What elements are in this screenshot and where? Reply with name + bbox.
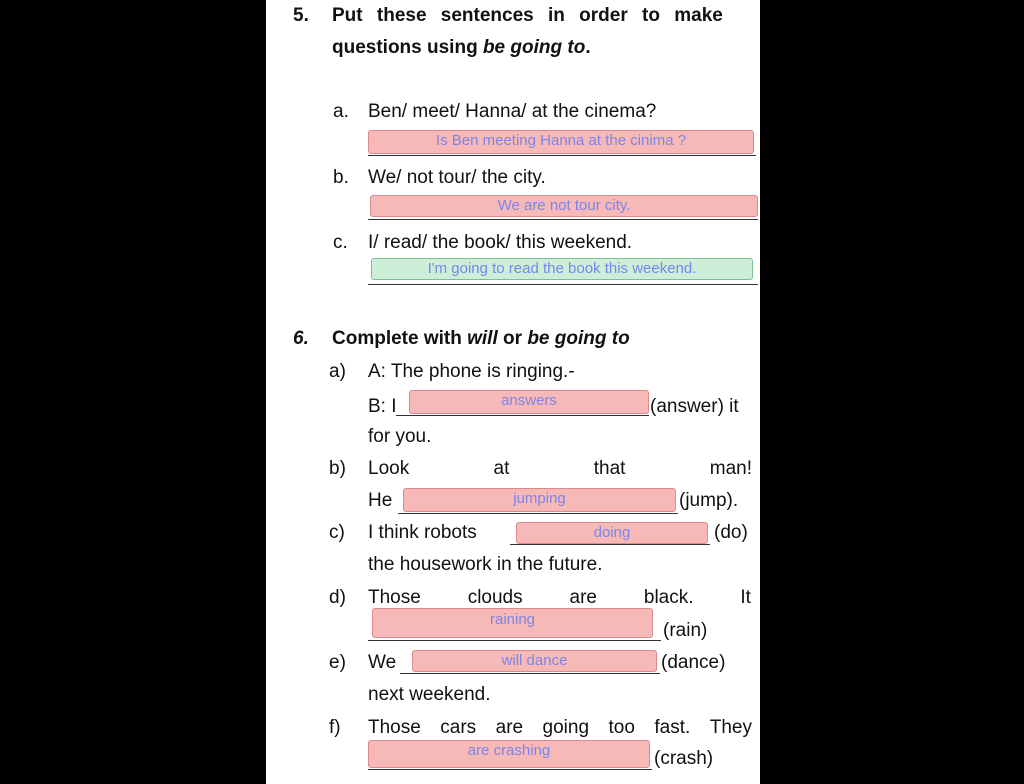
q6a-line3: for you.	[368, 426, 432, 447]
q6c-hint: (do)	[714, 522, 748, 543]
q6a-answer-line	[396, 415, 649, 416]
q5a-answer-field[interactable]: Is Ben meeting Hanna at the cinima ?	[368, 130, 754, 154]
q6f-answer-field[interactable]: are crashing	[368, 740, 650, 768]
q6f-line1	[368, 716, 752, 740]
q6b-answer-line	[398, 513, 678, 514]
q6b-word: that	[593, 458, 626, 479]
q6f-letter: f)	[329, 717, 341, 738]
q5-title-line2: questions using be going to.	[332, 37, 591, 58]
q5-title-line1: Put these sentences in order to make	[332, 5, 723, 26]
q6f-word: going	[542, 717, 590, 738]
q6-number: 6.	[293, 328, 309, 349]
q5a-prompt: Ben/ meet/ Hanna/ at the cinema?	[368, 101, 657, 122]
q6c-answer-line	[510, 544, 710, 545]
q5c-answer-field[interactable]: I'm going to read the book this weekend.	[371, 258, 753, 280]
q6b-word: man!	[709, 458, 752, 479]
q5-number: 5.	[293, 5, 309, 26]
q6b-answer-field[interactable]: jumping	[403, 488, 676, 512]
q6d-word: black.	[643, 587, 694, 608]
q6f-word: fast.	[654, 717, 691, 738]
q6d-word: Those	[368, 587, 421, 608]
worksheet-page	[266, 0, 760, 784]
q6d-letter: d)	[329, 587, 346, 608]
q5c-answer-line	[368, 284, 758, 285]
q6f-word: They	[709, 717, 752, 738]
q5c-prompt: I/ read/ the book/ this weekend.	[368, 232, 633, 253]
q6b-pre: He	[368, 490, 393, 511]
q6e-letter: e)	[329, 652, 346, 673]
q6f-word: Those	[368, 717, 421, 738]
q6d-word: are	[569, 587, 597, 608]
q6f-word: are	[495, 717, 524, 738]
q6e-hint: (dance)	[661, 652, 726, 673]
q6e-pre: We	[368, 652, 397, 673]
q6c-letter: c)	[329, 522, 345, 543]
q5a-answer-line	[368, 155, 756, 156]
q6b-word: at	[493, 458, 510, 479]
q6c-answer-field[interactable]: doing	[516, 522, 708, 544]
q6e-answer-field[interactable]: will dance	[412, 650, 657, 672]
q5b-letter: b.	[333, 167, 349, 188]
q6a-answer-field[interactable]: answers	[409, 390, 649, 414]
q6d-word: It	[740, 587, 751, 608]
q6b-line1	[368, 457, 752, 481]
q6b-hint: (jump).	[679, 490, 739, 511]
q6f-word: too	[608, 717, 635, 738]
q6e-line2: next weekend.	[368, 684, 491, 705]
q5b-answer-field[interactable]: We are not tour city.	[370, 195, 758, 217]
q6a-hint: (answer) it	[650, 396, 739, 417]
q6e-answer-line	[400, 673, 660, 674]
q6d-word: clouds	[467, 587, 523, 608]
q5b-answer-line	[368, 219, 758, 220]
q6a-line1: A: The phone is ringing.-	[368, 361, 575, 382]
q6c-pre: I think robots	[368, 522, 477, 543]
q6d-line1	[368, 586, 751, 610]
q5b-prompt: We/ not tour/ the city.	[368, 167, 546, 188]
q6d-hint: (rain)	[663, 620, 708, 641]
q6d-answer-line	[368, 640, 661, 641]
q5a-letter: a.	[333, 101, 349, 122]
q6-title: Complete with will or be going to	[332, 328, 630, 349]
q6c-line2: the housework in the future.	[368, 554, 603, 575]
q6f-word: cars	[440, 717, 477, 738]
q6f-hint: (crash)	[654, 748, 714, 769]
q5c-letter: c.	[333, 232, 348, 253]
q6f-answer-line	[368, 769, 652, 770]
q6b-letter: b)	[329, 458, 346, 479]
q6d-answer-field[interactable]: raining	[372, 608, 653, 638]
q6a-letter: a)	[329, 361, 346, 382]
q6a-pre: B: I	[368, 396, 397, 417]
q6b-word: Look	[368, 458, 410, 479]
